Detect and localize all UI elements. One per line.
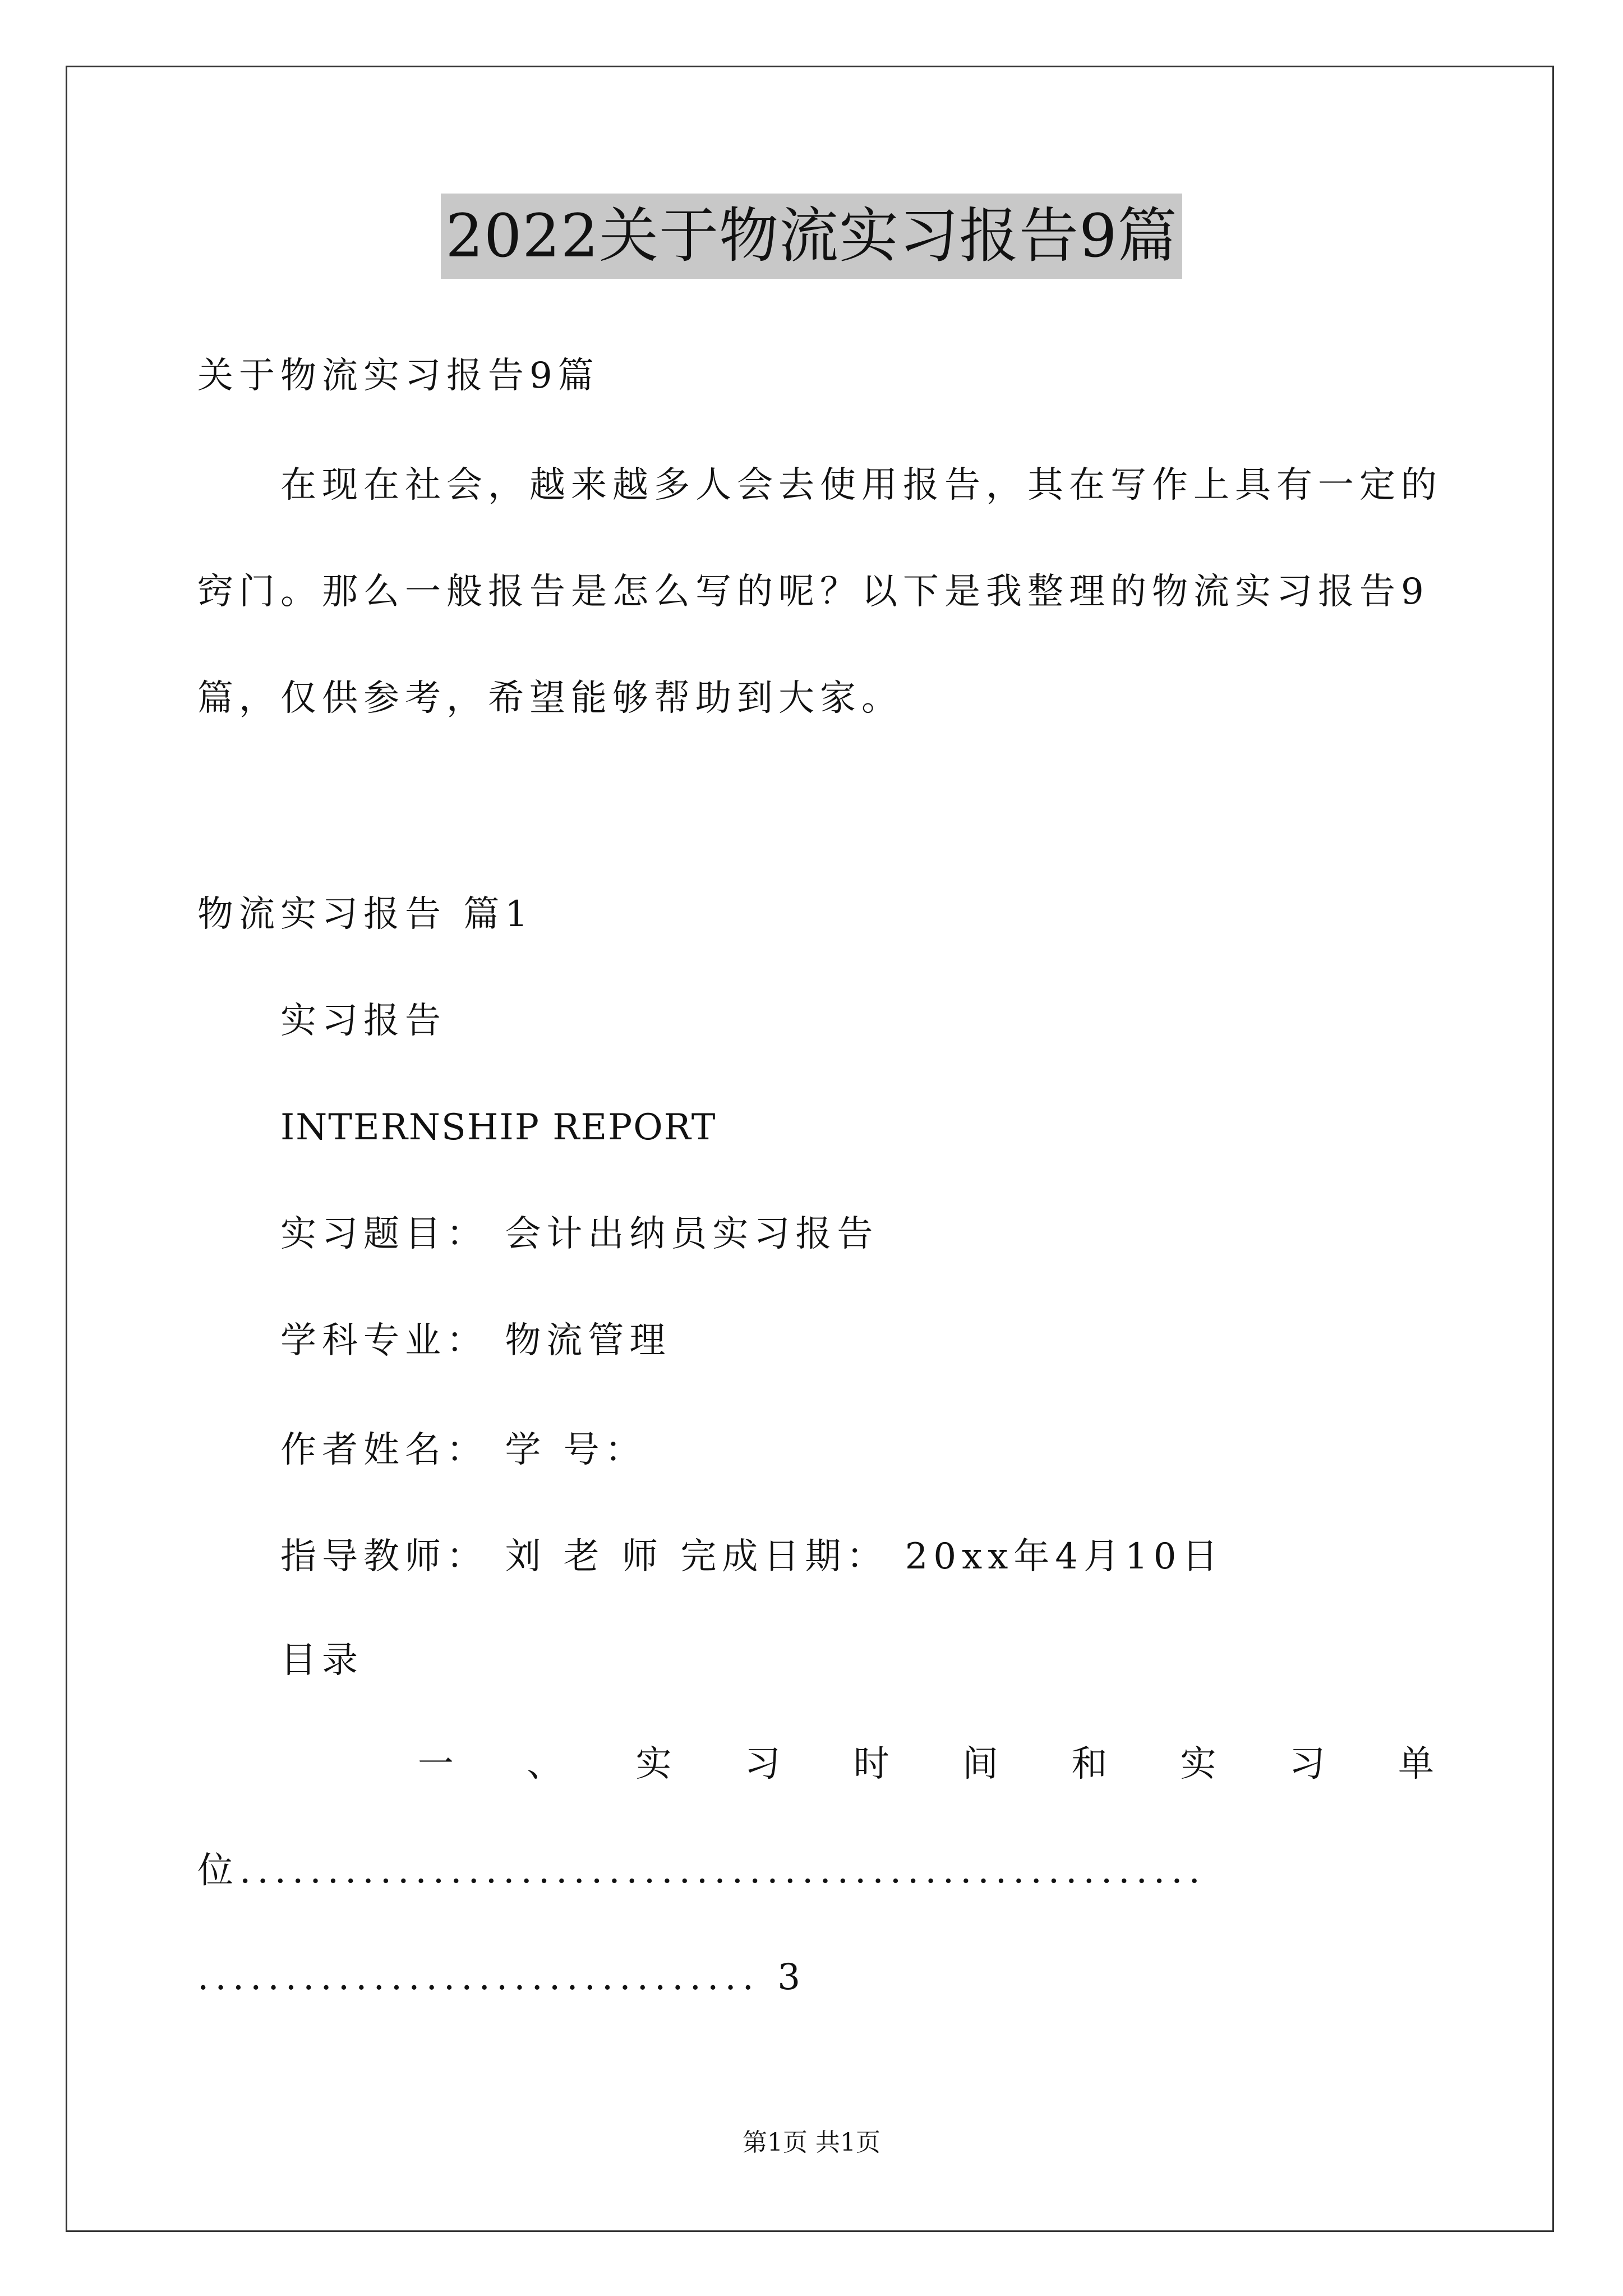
toc-item-1-line-2: 位....................................................... [197, 1850, 1206, 1892]
toc-item-1-line-1 [418, 1742, 1434, 1787]
document-title: 2022关于物流实习报告9篇 [441, 194, 1182, 279]
toc-char: 和 [1071, 1743, 1108, 1785]
toc-char: 习 [744, 1743, 781, 1785]
toc-char: 间 [962, 1743, 999, 1785]
toc-char: 、 [527, 1743, 563, 1785]
toc-char: 单 [1398, 1743, 1434, 1785]
title-wrapper [0, 194, 1623, 279]
toc-char: 实 [635, 1743, 672, 1785]
toc-char: 一 [418, 1743, 454, 1785]
toc-char: 实 [1180, 1743, 1216, 1785]
intro-line-3: 篇，仅供参考，希望能够帮助到大家。 [197, 678, 903, 719]
subtitle: 关于物流实习报告9篇 [197, 355, 600, 397]
report-title-cn: 实习报告 [280, 1000, 446, 1042]
field-major: 学科专业： 物流管理 [280, 1320, 671, 1361]
toc-heading: 目录 [280, 1640, 363, 1681]
field-author: 作者姓名： 学 号： [280, 1429, 647, 1471]
toc-char: 时 [853, 1743, 889, 1785]
intro-line-1: 在现在社会，越来越多人会去使用报告，其在写作上具有一定的 [280, 464, 1442, 506]
intro-line-2: 窍门。那么一般报告是怎么写的呢？以下是我整理的物流实习报告9 [197, 571, 1430, 613]
field-advisor: 指导教师： 刘 老 师 完成日期： 20xx年4月10日 [280, 1536, 1224, 1577]
page-footer: 第1页 共1页 [743, 2128, 880, 2157]
toc-item-1-line-3: ................................ 3 [197, 1957, 807, 1998]
section-heading: 物流实习报告 篇1 [197, 894, 534, 935]
field-topic: 实习题目： 会计出纳员实习报告 [280, 1213, 879, 1255]
toc-char: 习 [1289, 1743, 1325, 1785]
report-title-en: INTERNSHIP REPORT [280, 1107, 717, 1148]
